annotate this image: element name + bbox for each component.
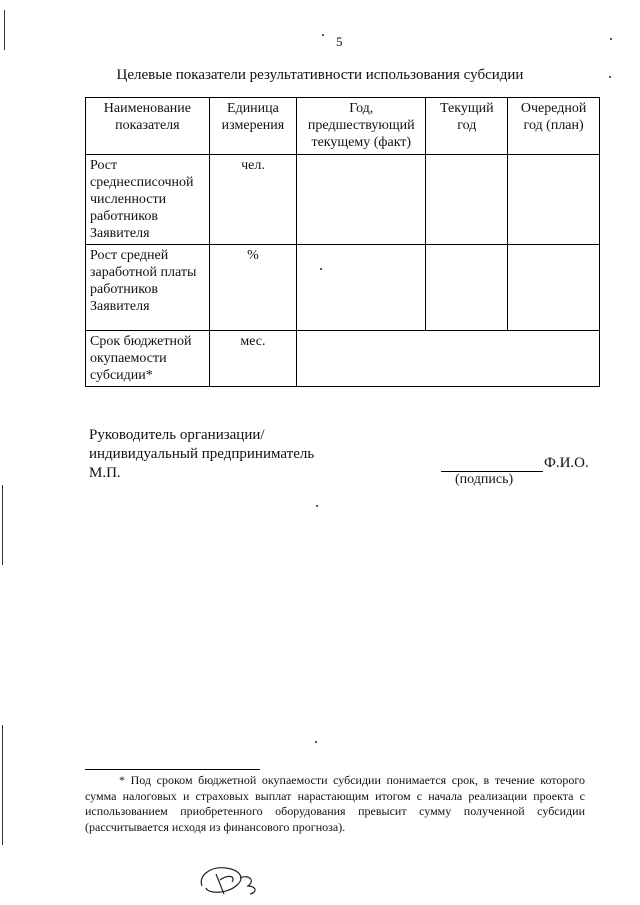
signatory-line-2: индивидуальный предприниматель: [89, 446, 315, 462]
table-header-row: [86, 98, 600, 155]
indicator-unit-cell: мес.: [209, 331, 296, 387]
table-row: [86, 155, 600, 245]
indicator-unit-cell: чел.: [209, 155, 296, 245]
full-name-label: Ф.И.О.: [544, 455, 589, 471]
signature-caption: (подпись): [455, 472, 514, 487]
footnote-text: * Под сроком бюджетной окупаемости субсидии понимается срок, в течение которого сумма налоговых и страховых выплат нарастающим итогом с начала реализации проекта с использованием приобретенного оборудования превысит сумму полученной субсидии (рассчитывается исходя из финансового прогноза).: [85, 773, 585, 834]
previous-year-cell[interactable]: [297, 245, 426, 331]
scan-margin-line: [2, 725, 3, 845]
header-next-year: Очередной год (план): [508, 98, 600, 155]
handwritten-initials: [196, 860, 266, 900]
indicator-name-cell: Рост среднесписочной численности работников Заявителя: [86, 155, 210, 245]
scan-speck: [610, 38, 612, 40]
signature-line[interactable]: [441, 455, 543, 472]
next-year-cell[interactable]: [508, 155, 600, 245]
table-row: [86, 245, 600, 331]
scan-speck: [315, 741, 317, 743]
header-current-year: Текущий год: [426, 98, 508, 155]
scan-margin-line: [2, 485, 3, 565]
indicator-name-cell: Рост средней заработной платы работников Заявителя: [86, 245, 210, 331]
payback-period-value-cell[interactable]: [297, 331, 600, 387]
scan-speck: [316, 505, 318, 507]
signatory-line-1: Руководитель организации/: [89, 427, 265, 443]
table-row: [86, 331, 600, 387]
scan-speck: [322, 34, 324, 36]
scan-margin-line: [4, 10, 5, 50]
indicators-table: [85, 97, 600, 387]
header-unit: Единица измерения: [209, 98, 296, 155]
indicator-unit-cell: %: [209, 245, 296, 331]
next-year-cell[interactable]: [508, 245, 600, 331]
stamp-place-label: М.П.: [89, 465, 121, 481]
previous-year-cell[interactable]: [297, 155, 426, 245]
current-year-cell[interactable]: [426, 155, 508, 245]
page-number: 5: [336, 34, 343, 49]
footnote-divider: [85, 769, 260, 770]
indicator-name-cell: Срок бюджетной окупаемости субсидии*: [86, 331, 210, 387]
page-title: Целевые показатели результативности использования субсидии: [116, 67, 524, 83]
header-previous-year: Год, предшествующий текущему (факт): [297, 98, 426, 155]
current-year-cell[interactable]: [426, 245, 508, 331]
header-indicator-name: Наименование показателя: [86, 98, 210, 155]
signatory-block: [89, 426, 314, 483]
